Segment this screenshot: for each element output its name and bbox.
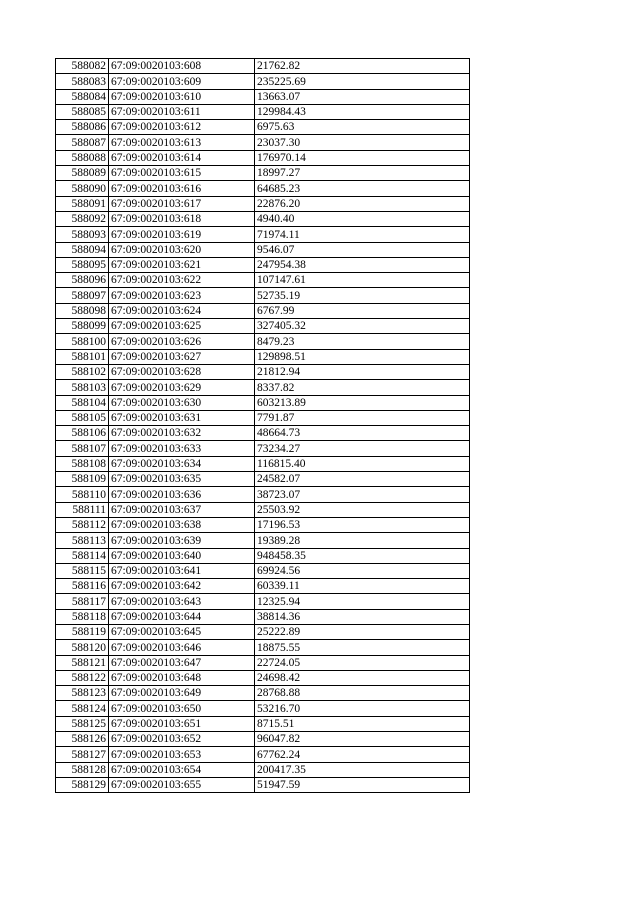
cadastral-number-cell: 67:09:0020103:647 [109,655,255,670]
value-cell: 22876.20 [255,196,470,211]
table-row [56,716,470,731]
value-cell: 23037.30 [255,135,470,150]
table-row [56,502,470,517]
row-number-cell: 588083 [56,74,109,89]
cadastral-number-cell: 67:09:0020103:645 [109,624,255,639]
table-row [56,319,470,334]
cadastral-number-cell: 67:09:0020103:639 [109,533,255,548]
cadastral-number-cell: 67:09:0020103:649 [109,686,255,701]
table-row [56,548,470,563]
row-number-cell: 588121 [56,655,109,670]
cadastral-number-cell: 67:09:0020103:633 [109,441,255,456]
value-cell: 64685.23 [255,181,470,196]
table-row [56,579,470,594]
cadastral-number-cell: 67:09:0020103:638 [109,517,255,532]
cadastral-number-cell: 67:09:0020103:620 [109,242,255,257]
value-cell: 48664.73 [255,426,470,441]
row-number-cell: 588112 [56,517,109,532]
table-row [56,135,470,150]
row-number-cell: 588100 [56,334,109,349]
cadastral-number-cell: 67:09:0020103:637 [109,502,255,517]
cadastral-number-cell: 67:09:0020103:610 [109,89,255,104]
cadastral-number-cell: 67:09:0020103:615 [109,166,255,181]
row-number-cell: 588094 [56,242,109,257]
table-row [56,517,470,532]
value-cell: 24582.07 [255,472,470,487]
value-cell: 51947.59 [255,777,470,792]
value-cell: 38814.36 [255,609,470,624]
cadastral-number-cell: 67:09:0020103:617 [109,196,255,211]
row-number-cell: 588095 [56,257,109,272]
cadastral-number-cell: 67:09:0020103:643 [109,594,255,609]
row-number-cell: 588096 [56,273,109,288]
row-number-cell: 588126 [56,732,109,747]
table-row [56,762,470,777]
row-number-cell: 588099 [56,319,109,334]
row-number-cell: 588107 [56,441,109,456]
row-number-cell: 588085 [56,104,109,119]
table-row [56,609,470,624]
value-cell: 18875.55 [255,640,470,655]
cadastral-number-cell: 67:09:0020103:651 [109,716,255,731]
cadastral-value-table [55,58,470,793]
row-number-cell: 588120 [56,640,109,655]
row-number-cell: 588109 [56,472,109,487]
table-row [56,777,470,792]
row-number-cell: 588111 [56,502,109,517]
row-number-cell: 588116 [56,579,109,594]
cadastral-number-cell: 67:09:0020103:641 [109,563,255,578]
table-row [56,624,470,639]
row-number-cell: 588091 [56,196,109,211]
table-row [56,288,470,303]
table-row [56,594,470,609]
value-cell: 25222.89 [255,624,470,639]
value-cell: 4940.40 [255,211,470,226]
cadastral-number-cell: 67:09:0020103:629 [109,380,255,395]
value-cell: 53216.70 [255,701,470,716]
value-cell: 235225.69 [255,74,470,89]
row-number-cell: 588122 [56,670,109,685]
cadastral-number-cell: 67:09:0020103:630 [109,395,255,410]
value-cell: 603213.89 [255,395,470,410]
cadastral-number-cell: 67:09:0020103:654 [109,762,255,777]
value-cell: 8479.23 [255,334,470,349]
table-row [56,456,470,471]
cadastral-number-cell: 67:09:0020103:655 [109,777,255,792]
cadastral-number-cell: 67:09:0020103:626 [109,334,255,349]
row-number-cell: 588093 [56,227,109,242]
cadastral-number-cell: 67:09:0020103:609 [109,74,255,89]
table-row [56,655,470,670]
table-row [56,181,470,196]
table-row [56,349,470,364]
table-row [56,242,470,257]
cadastral-number-cell: 67:09:0020103:625 [109,319,255,334]
value-cell: 19389.28 [255,533,470,548]
cadastral-number-cell: 67:09:0020103:646 [109,640,255,655]
cadastral-number-cell: 67:09:0020103:650 [109,701,255,716]
cadastral-number-cell: 67:09:0020103:616 [109,181,255,196]
table-row [56,426,470,441]
value-cell: 247954.38 [255,257,470,272]
value-cell: 71974.11 [255,227,470,242]
row-number-cell: 588089 [56,166,109,181]
table-row [56,334,470,349]
row-number-cell: 588129 [56,777,109,792]
value-cell: 69924.56 [255,563,470,578]
table-row [56,59,470,74]
row-number-cell: 588092 [56,211,109,226]
value-cell: 12325.94 [255,594,470,609]
cadastral-number-cell: 67:09:0020103:621 [109,257,255,272]
row-number-cell: 588117 [56,594,109,609]
row-number-cell: 588102 [56,364,109,379]
cadastral-number-cell: 67:09:0020103:653 [109,747,255,762]
row-number-cell: 588114 [56,548,109,563]
row-number-cell: 588105 [56,410,109,425]
cadastral-number-cell: 67:09:0020103:640 [109,548,255,563]
row-number-cell: 588115 [56,563,109,578]
value-cell: 327405.32 [255,319,470,334]
cadastral-number-cell: 67:09:0020103:636 [109,487,255,502]
value-cell: 21762.82 [255,59,470,74]
row-number-cell: 588113 [56,533,109,548]
row-number-cell: 588084 [56,89,109,104]
table-row [56,104,470,119]
value-cell: 9546.07 [255,242,470,257]
row-number-cell: 588108 [56,456,109,471]
cadastral-number-cell: 67:09:0020103:632 [109,426,255,441]
row-number-cell: 588119 [56,624,109,639]
table-row [56,150,470,165]
value-cell: 22724.05 [255,655,470,670]
value-cell: 200417.35 [255,762,470,777]
value-cell: 107147.61 [255,273,470,288]
cadastral-number-cell: 67:09:0020103:648 [109,670,255,685]
cadastral-number-cell: 67:09:0020103:635 [109,472,255,487]
row-number-cell: 588086 [56,120,109,135]
value-cell: 129898.51 [255,349,470,364]
value-cell: 116815.40 [255,456,470,471]
cadastral-number-cell: 67:09:0020103:644 [109,609,255,624]
value-cell: 18997.27 [255,166,470,181]
table-row [56,487,470,502]
cadastral-number-cell: 67:09:0020103:614 [109,150,255,165]
cadastral-number-cell: 67:09:0020103:618 [109,211,255,226]
table-row [56,303,470,318]
table-row [56,441,470,456]
cadastral-number-cell: 67:09:0020103:652 [109,732,255,747]
row-number-cell: 588127 [56,747,109,762]
table-row [56,227,470,242]
cadastral-number-cell: 67:09:0020103:608 [109,59,255,74]
table-row [56,273,470,288]
value-cell: 60339.11 [255,579,470,594]
cadastral-number-cell: 67:09:0020103:628 [109,364,255,379]
value-cell: 67762.24 [255,747,470,762]
table-row [56,74,470,89]
table-row [56,257,470,272]
table-row [56,747,470,762]
cadastral-number-cell: 67:09:0020103:634 [109,456,255,471]
table-row [56,410,470,425]
value-cell: 17196.53 [255,517,470,532]
value-cell: 21812.94 [255,364,470,379]
cadastral-number-cell: 67:09:0020103:623 [109,288,255,303]
table-row [56,89,470,104]
value-cell: 8715.51 [255,716,470,731]
row-number-cell: 588090 [56,181,109,196]
row-number-cell: 588118 [56,609,109,624]
table-row [56,166,470,181]
value-cell: 129984.43 [255,104,470,119]
cadastral-number-cell: 67:09:0020103:613 [109,135,255,150]
row-number-cell: 588101 [56,349,109,364]
row-number-cell: 588110 [56,487,109,502]
cadastral-number-cell: 67:09:0020103:627 [109,349,255,364]
value-cell: 8337.82 [255,380,470,395]
cadastral-number-cell: 67:09:0020103:642 [109,579,255,594]
row-number-cell: 588103 [56,380,109,395]
value-cell: 6975.63 [255,120,470,135]
row-number-cell: 588088 [56,150,109,165]
table-row [56,364,470,379]
table-row [56,701,470,716]
row-number-cell: 588087 [56,135,109,150]
value-cell: 28768.88 [255,686,470,701]
value-cell: 25503.92 [255,502,470,517]
row-number-cell: 588125 [56,716,109,731]
value-cell: 96047.82 [255,732,470,747]
table-body [56,59,470,793]
table-row [56,732,470,747]
table-row [56,640,470,655]
row-number-cell: 588082 [56,59,109,74]
cadastral-number-cell: 67:09:0020103:619 [109,227,255,242]
cadastral-number-cell: 67:09:0020103:612 [109,120,255,135]
table-row [56,380,470,395]
cadastral-number-cell: 67:09:0020103:622 [109,273,255,288]
row-number-cell: 588106 [56,426,109,441]
table-row [56,395,470,410]
value-cell: 24698.42 [255,670,470,685]
row-number-cell: 588128 [56,762,109,777]
row-number-cell: 588098 [56,303,109,318]
value-cell: 176970.14 [255,150,470,165]
cadastral-number-cell: 67:09:0020103:611 [109,104,255,119]
table-row [56,563,470,578]
value-cell: 13663.07 [255,89,470,104]
cadastral-number-cell: 67:09:0020103:624 [109,303,255,318]
table-row [56,670,470,685]
table-row [56,472,470,487]
row-number-cell: 588097 [56,288,109,303]
value-cell: 948458.35 [255,548,470,563]
table-row [56,533,470,548]
table-row [56,196,470,211]
value-cell: 38723.07 [255,487,470,502]
row-number-cell: 588104 [56,395,109,410]
table-row [56,686,470,701]
value-cell: 73234.27 [255,441,470,456]
value-cell: 6767.99 [255,303,470,318]
table-row [56,211,470,226]
cadastral-number-cell: 67:09:0020103:631 [109,410,255,425]
table-row [56,120,470,135]
row-number-cell: 588123 [56,686,109,701]
value-cell: 7791.87 [255,410,470,425]
value-cell: 52735.19 [255,288,470,303]
row-number-cell: 588124 [56,701,109,716]
